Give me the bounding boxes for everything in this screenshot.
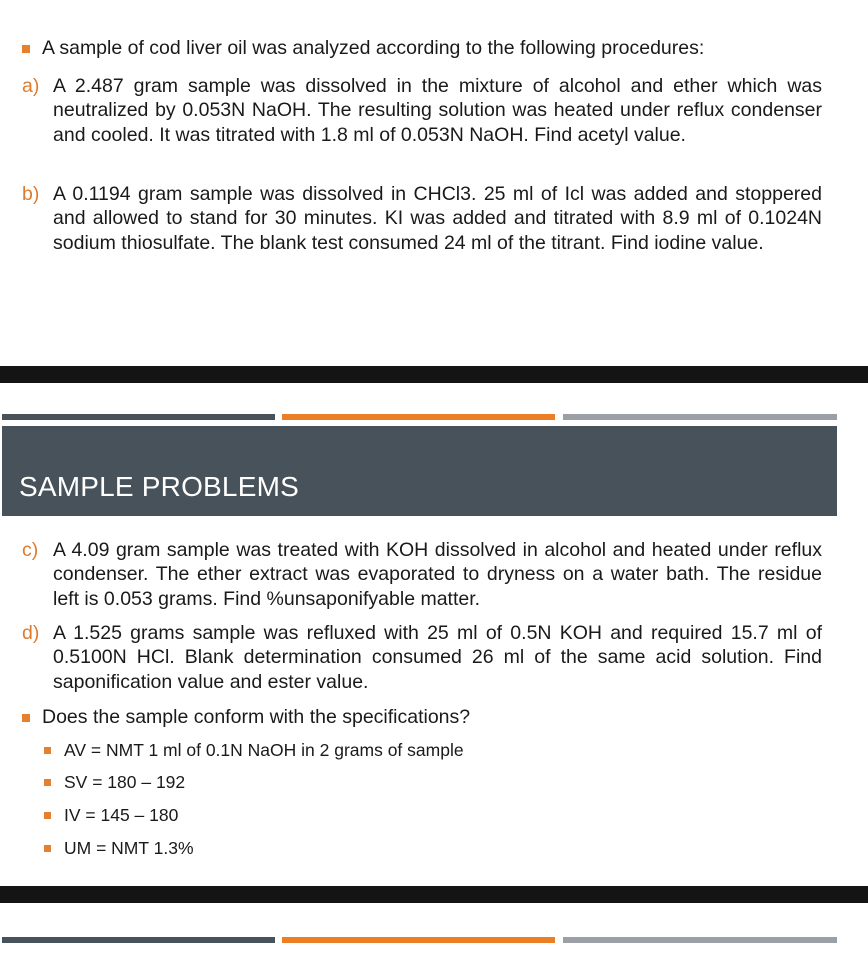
- slide-3: [0, 903, 868, 964]
- problem-letter: c): [22, 539, 39, 561]
- accent-bar-orange: [282, 937, 555, 943]
- problem-a: [22, 74, 822, 147]
- problem-c: [22, 538, 822, 611]
- square-bullet-icon: [22, 45, 30, 53]
- slide-separator: [0, 886, 868, 903]
- square-bullet-icon: [44, 779, 51, 786]
- slide-title: SAMPLE PROBLEMS: [19, 471, 299, 502]
- accent-bar-orange: [282, 414, 555, 420]
- problem-text: A 2.487 gram sample was dissolved in the mixture of alcohol and ether which was neutralized by 0.053N NaOH. The resulting solution was heated under reflux condenser and cooled. It was titrated with 1.8 ml of 0.053N NaOH. Find acetyl value.: [53, 75, 822, 146]
- spec-item: [44, 804, 178, 826]
- spec-text: IV = 145 – 180: [64, 805, 179, 825]
- slide-separator: [0, 366, 868, 383]
- slide-2: [0, 383, 868, 886]
- accent-bar-dark: [2, 937, 275, 943]
- accent-bars: [0, 414, 868, 420]
- square-bullet-icon: [44, 747, 51, 754]
- problem-d: [22, 621, 822, 694]
- problem-letter: a): [22, 75, 40, 97]
- spec-item: [44, 771, 185, 793]
- intro-text: A sample of cod liver oil was analyzed according to the following procedures:: [42, 37, 705, 59]
- slide-1: [0, 0, 868, 366]
- accent-bars: [0, 937, 868, 943]
- spec-text: UM = NMT 1.3%: [64, 838, 194, 858]
- problem-b: [22, 182, 822, 255]
- spec-text: SV = 180 – 192: [64, 772, 186, 792]
- square-bullet-icon: [44, 845, 51, 852]
- accent-bar-dark: [2, 414, 275, 420]
- accent-bar-gray: [563, 414, 837, 420]
- spec-text: AV = NMT 1 ml of 0.1N NaOH in 2 grams of sample: [64, 740, 464, 760]
- question-text: Does the sample conform with the specifications?: [42, 706, 471, 728]
- title-band: [2, 426, 837, 516]
- spec-item: [44, 739, 464, 761]
- problem-letter: b): [22, 183, 40, 205]
- square-bullet-icon: [44, 812, 51, 819]
- problem-letter: d): [22, 622, 40, 644]
- problem-text: A 4.09 gram sample was treated with KOH dissolved in alcohol and heated under reflux condenser. The ether extract was evaporated to dryness on a water bath. The residue left is 0.053 grams. Find %unsaponifyable matter.: [53, 539, 822, 610]
- problem-text: A 0.1194 gram sample was dissolved in CHCl3. 25 ml of Icl was added and stoppered and allowed to stand for 30 minutes. KI was added and titrated with 8.9 ml of 0.1024N sodium thiosulfate. The blank test consumed 24 ml of the titrant. Find iodine value.: [53, 183, 822, 254]
- spec-item: [44, 837, 194, 859]
- question-bullet: [22, 705, 470, 730]
- problem-text: A 1.525 grams sample was refluxed with 25 ml of 0.5N KOH and required 15.7 ml of 0.5100N HCl. Blank determination consumed 26 ml of the same acid solution. Find saponification value and ester value.: [53, 622, 822, 693]
- square-bullet-icon: [22, 714, 30, 722]
- intro-bullet: [22, 36, 704, 61]
- accent-bar-gray: [563, 937, 837, 943]
